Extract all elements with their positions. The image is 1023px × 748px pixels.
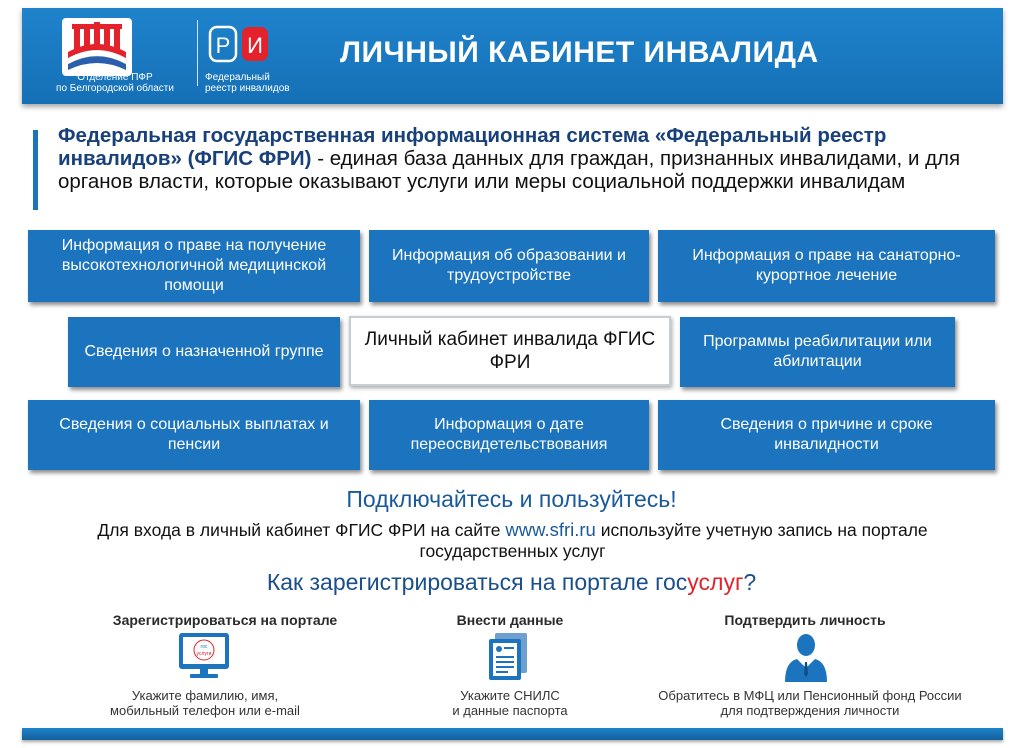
step-verify-title: Подтвердить личность [724, 612, 886, 628]
tile-center-cabinet: Личный кабинет инвалида ФГИС ФРИ [349, 316, 671, 386]
fri-caption-line1: Федеральный [205, 72, 270, 83]
step-enter-data-text [400, 688, 620, 718]
fri-logo-r: Р [215, 33, 231, 58]
header-banner [22, 8, 1003, 104]
howto-title-red: услуг [687, 569, 744, 595]
gosuslugi-icon-label-2: услуги [196, 651, 212, 657]
connect-text-after: используйте учетную запись на портале государственных услуг [419, 520, 928, 561]
intro-text [58, 124, 988, 193]
document-icon [485, 632, 531, 682]
howto-title-part2: ? [743, 569, 757, 595]
fri-logo-i: И [247, 33, 263, 58]
tile-hitech-care: Информация о праве на получение высокотехнологичной медицинской помощи [28, 230, 360, 302]
sfri-link[interactable]: www.sfri.ru [505, 519, 596, 540]
org-caption-line1: Отделение ПФР [77, 72, 153, 83]
howto-title-part1: Как зарегистрироваться на портале гос [266, 569, 688, 595]
step-register-text [80, 688, 330, 718]
step-enter-data-title: Внести данные [456, 612, 564, 628]
tile-reexamination-date: Информация о дате переосвидетельствования [369, 400, 649, 470]
pfr-logo-icon [62, 18, 132, 76]
intro-rest: - единая база данных для граждан, признанных инвалидами, и для органов власти, которые оказывают услуги или меры социальной поддержки инвалидам [58, 147, 961, 193]
tile-rehab-programs: Программы реабилитации или абилитации [680, 317, 955, 387]
intro-accent-bar [33, 130, 38, 210]
org-caption-line2: по Белгородской области [56, 83, 174, 94]
org-caption [44, 72, 186, 94]
tile-assigned-group: Сведения о назначенной группе [68, 317, 340, 387]
connect-text-before: Для входа в личный кабинет ФГИС ФРИ на сайте [97, 520, 506, 540]
step-enter-data-line2: и данные паспорта [452, 703, 568, 718]
fri-caption-line2: реестр инвалидов [205, 83, 290, 94]
tile-cause-duration: Сведения о причине и сроке инвалидности [658, 400, 995, 470]
tile-sanatorium: Информация о праве на санаторно-курортное лечение [658, 230, 995, 302]
person-icon [783, 632, 829, 684]
step-register-title: Зарегистрироваться на портале [112, 612, 338, 628]
step-verify-text [650, 688, 970, 718]
step-enter-data-line1: Укажите СНИЛС [460, 688, 560, 703]
footer-bar [22, 728, 1003, 740]
computer-icon [178, 632, 230, 682]
fri-caption [205, 72, 325, 94]
step-verify-line1: Обратитесь в МФЦ или Пенсионный фонд России [658, 688, 962, 703]
tile-payments-pensions: Сведения о социальных выплатах и пенсии [28, 400, 360, 470]
step-register-line2: мобильный телефон или e-mail [110, 703, 300, 718]
step-register-line1: Укажите фамилию, имя, [131, 688, 279, 703]
connect-title: Подключайтесь и пользуйтесь! [346, 486, 677, 512]
tile-education-employment: Информация об образовании и трудоустройстве [369, 230, 649, 302]
page-title: ЛИЧНЫЙ КАБИНЕТ ИНВАЛИДА [340, 36, 819, 69]
fri-logo-icon [208, 24, 272, 64]
step-verify-line2: для подтверждения личности [720, 703, 900, 718]
intro-bold: Федеральная государственная информационная система «Федеральный реестр инвалидов» (ФГИС ФРИ) [58, 124, 887, 170]
header-divider [197, 20, 198, 86]
howto-title [0, 569, 1023, 596]
connect-text [40, 519, 985, 562]
gosuslugi-icon-label-1: гос [200, 644, 208, 650]
